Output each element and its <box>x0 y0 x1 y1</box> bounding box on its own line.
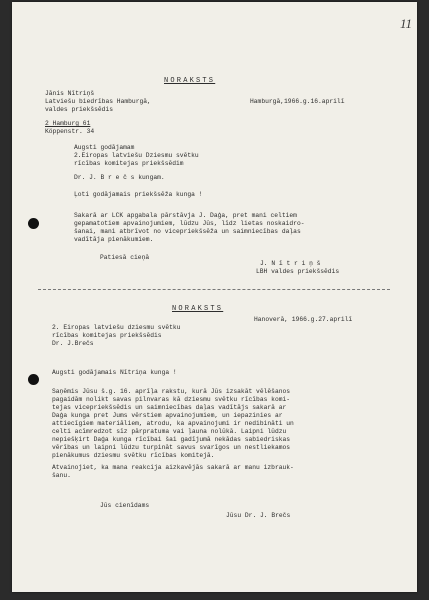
copy1-recipient-line: rīcības komitejas priekšsēdim <box>74 160 184 167</box>
copy2-body-line: tejas vicepriekšsēdis un saimniecības daļas vadītājs sakarā ar <box>52 404 287 411</box>
copy2-salutation: Augsti godājamais Nītriņa kunga ! <box>52 369 177 376</box>
copy2-signature: Jūsu Dr. J. Brečs <box>226 512 291 519</box>
copy2-body-line: attiecīgiem materiāliem, atrodu, ka apvainojumi ir nedibināti un <box>52 420 294 427</box>
copy-separator <box>38 289 390 290</box>
copy1-recipient-line: Dr. J. B r e č s kungam. <box>74 174 165 181</box>
copy1-body-line: šanai, mani atbrīvot no vicepriekšsēža un saimniecības daļas <box>74 228 301 235</box>
copy1-sender-name: Jānis Nītriņš <box>45 90 95 97</box>
copy2-body-line: Atvainojiet, ka mana reakcija aizkavējās sakarā ar manu izbrauk- <box>52 464 294 471</box>
copy2-body-line: šanu. <box>52 472 71 479</box>
copy2-body-line: Saņēmis Jūsu š.g. 16. aprīļa rakstu, kurā Jūs izsakāt vēlēšanos <box>52 388 291 395</box>
copy2-place-date: Hanoverā, 1966.g.27.aprilī <box>254 316 353 323</box>
copy2-body-line: pienākumus dziesmu svētku rīcības komitejā. <box>52 452 215 459</box>
copy1-recipient-line: 2.Eiropas latviešu Dziesmu svētku <box>74 152 199 159</box>
document-page <box>12 2 417 592</box>
copy2-body-line: pagaidām nolikt savas pilnvaras kā dziesmu svētku rīcības komi- <box>52 396 291 403</box>
copy2-body-line: nepiešķirt Daģa kunga rīcībai šai gadījumā nekādas sabiedriskas <box>52 436 291 443</box>
copy1-org-line2: valdes priekšsēdis <box>45 106 114 113</box>
binder-hole-bottom <box>28 374 39 385</box>
copy1-signature: J. N ī t r i ņ š <box>260 260 321 267</box>
copy2-heading: NORAKSTS <box>172 305 224 313</box>
copy2-body-line: celti acīmredzot sīz pārpratuma vai ļauna nolūkā. Laipni lūdzu <box>52 428 287 435</box>
copy1-signature-title: LBH valdes priekšsēdis <box>256 268 340 275</box>
copy1-addr-line1: 2 Hamburg 61 <box>45 120 91 127</box>
copy2-addressee-line: rīcības komitejas priekšsēdis <box>52 332 162 339</box>
copy1-addr-line2: Köppenstr. 34 <box>45 128 95 135</box>
binder-hole-top <box>28 218 39 229</box>
copy1-salutation: Ļoti godājamais priekšsēža kunga ! <box>74 191 203 198</box>
copy2-body-line: vērības un laipni lūdzu turpināt savus svarīgos un nestliekamos <box>52 444 291 451</box>
copy1-recipient-line: Augsti godājamam <box>74 144 135 151</box>
page-number: 11 <box>400 16 413 31</box>
copy1-place-date: Hamburgā,1966.g.16.aprilī <box>250 98 345 105</box>
copy2-addressee-line: Dr. J.Brečs <box>52 340 94 347</box>
copy1-body-line: Sakarā ar LCK apgabala pārstāvja J. Daģa, pret mani celtiem <box>74 212 297 219</box>
copy1-heading: NORAKSTS <box>164 77 216 85</box>
copy1-body-line: vadītāja pienākumiem. <box>74 236 154 243</box>
copy1-body-line: gepamatotiem apvainojumiem, lūdzu Jūs, līdz lietas noskaidro- <box>74 220 305 227</box>
copy2-addressee-line: 2. Eiropas latviešu dziesmu svētku <box>52 324 181 331</box>
copy2-body-line: Daģa kunga pret Jums vērstiem apvainojumiem, un iepazinies ar <box>52 412 283 419</box>
copy1-org-line1: Latviešu biedrības Hamburgā, <box>45 98 151 105</box>
copy1-closing: Patiesā cieņā <box>100 254 150 261</box>
copy2-closing: Jūs cienīdams <box>100 502 150 509</box>
